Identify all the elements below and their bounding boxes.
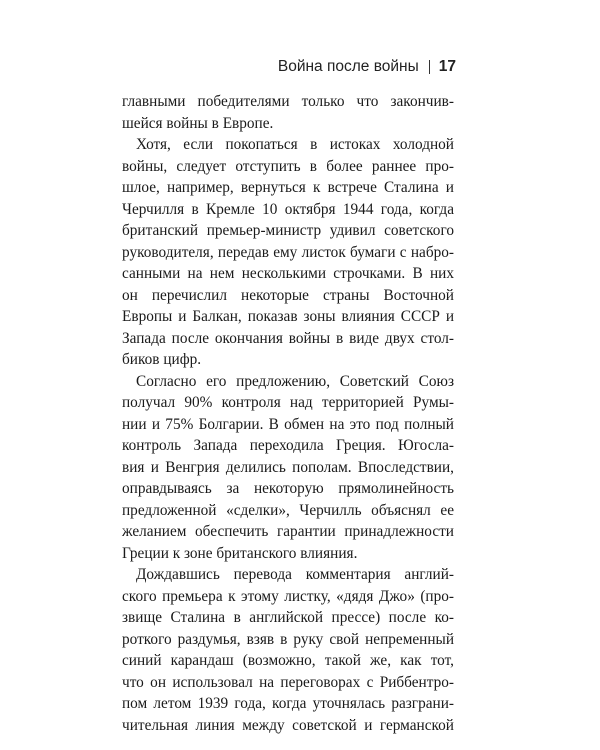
text-line: получал 90% контроля над территорией Румы-: [122, 394, 454, 411]
text-line: руководителя, передав ему листок бумаги с набро-: [122, 243, 454, 261]
text-line: ского премьера к этому листку, «дядя Джо» (про-: [122, 587, 454, 605]
text-line: биков цифр.: [122, 351, 202, 368]
text-line: Черчилля в Кремле 10 октября 1944 года, когда: [122, 200, 454, 218]
text-line: Европы и Балкан, показав зоны влияния СССР и: [122, 308, 454, 325]
text-line: шлое, например, вернуться к встрече Сталина и: [122, 179, 454, 196]
text-line: роткого раздумья, взяв в руку свой непременный: [122, 630, 454, 648]
text-line: оправдываясь за некоторую прямолинейность: [122, 480, 454, 497]
text-line: вия и Венгрия делились пополам. Впоследствии,: [122, 458, 454, 476]
text-line: что он использовал на переговорах с Риббентро-: [122, 673, 454, 691]
text-line: чительная линия между советской и германской: [122, 716, 454, 734]
text-line: Хотя, если покопаться в истоках холодной: [136, 136, 454, 153]
text-line: нии и 75% Болгарии. В обмен на это под полный: [122, 415, 454, 433]
text-line: звище Сталина в английской прессе) после ко-: [122, 609, 454, 626]
text-line: Греции к зоне британского влияния.: [122, 544, 358, 562]
text-line: шейся войны в Европе.: [122, 114, 274, 132]
running-header: [278, 58, 456, 76]
text-line: контроль Запада переходила Греция. Югосла-: [122, 437, 454, 454]
text-line: Дождавшись перевода комментария англий-: [136, 566, 454, 583]
text-line: главными победителями только что закончив-: [122, 93, 454, 110]
text-line: синий карандаш (возможно, такой же, как тот,: [122, 652, 454, 669]
text-line: он перечислил некоторые страны Восточной: [122, 286, 454, 304]
running-title: Война после войны: [277, 58, 419, 75]
header-divider: [429, 60, 430, 74]
text-line: пом летом 1939 года, когда уточнялась разграни-: [122, 695, 454, 712]
text-line: британский премьер-министр удивил советского: [122, 222, 454, 239]
body-text: [122, 91, 454, 736]
text-line: Согласно его предложению, Советский Союз: [136, 372, 454, 390]
text-line: Запада после окончания войны в виде двух стол-: [122, 329, 454, 347]
text-line: предложенной «сделки», Черчилль объяснял ее: [122, 501, 454, 519]
text-line: войны, следует отступить в более раннее про-: [122, 157, 454, 175]
text-line: желанием обеспечить гарантии принадлежности: [122, 523, 454, 540]
text-line: санными на нем несколькими строчками. В них: [122, 265, 454, 282]
page-number: 17: [438, 58, 456, 75]
